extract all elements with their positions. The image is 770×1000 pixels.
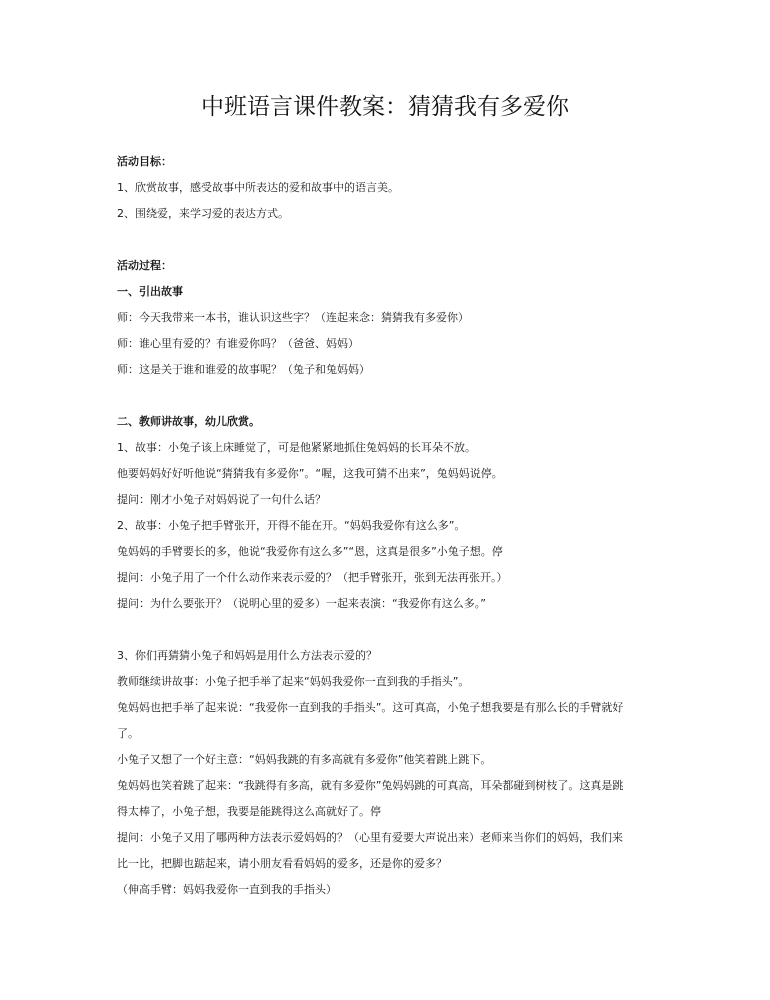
subheading-teacher-story: 二、教师讲故事，幼儿欣赏。 xyxy=(117,415,260,428)
paragraph-line: 兔妈妈的手臂要长的多，他说“我爱你有这么多”“恩，这真是很多”小兔子想。停 xyxy=(117,545,503,558)
paragraph-line: 教师继续讲故事：小兔子把手举了起来“妈妈我爱你一直到我的手指头”。 xyxy=(117,675,470,688)
paragraph-line: 得太棒了，小兔子想，我要是能跳得这么高就好了。停 xyxy=(117,805,381,818)
paragraph-line: 提问：小兔子用了一个什么动作来表示爱的？（把手臂张开，张到无法再张开。） xyxy=(117,571,508,584)
paragraph-line: （伸高手臂：妈妈我爱你一直到我的手指头） xyxy=(117,883,337,896)
section-heading-process: 活动过程： xyxy=(117,259,172,272)
paragraph-line: 提问：为什么要张开？（说明心里的爱多）一起来表演：“我爱你有这么多。” xyxy=(117,597,486,610)
paragraph-line: 1、故事：小兔子该上床睡觉了，可是他紧紧地抓住兔妈妈的长耳朵不放。 xyxy=(117,441,476,454)
paragraph-line: 提问：刚才小兔子对妈妈说了一句什么话？ xyxy=(117,493,326,506)
goal-item-2: 2、围绕爱，来学习爱的表达方式。 xyxy=(117,207,289,220)
paragraph-line: 师：今天我带来一本书，谁认识这些字？（连起来念：猜猜我有多爱你） xyxy=(117,311,469,324)
document-title: 中班语言课件教案：猜猜我有多爱你 xyxy=(201,94,569,120)
paragraph-line: 他要妈妈好好听他说“猜猜我有多爱你”。“喔，这我可猜不出来”，兔妈妈说停。 xyxy=(117,467,503,480)
paragraph-line: 师：谁心里有爱的？有谁爱你吗？（爸爸、妈妈） xyxy=(117,337,359,350)
paragraph-line: 小兔子又想了一个好主意：“妈妈我跳的有多高就有多爱你”他笑着跳上跳下。 xyxy=(117,753,492,766)
subheading-intro-story: 一、引出故事 xyxy=(117,285,183,298)
paragraph-line: 兔妈妈也把手举了起来说：“我爱你一直到我的手指头”。这可真高，小兔子想我要是有那么长的手臂就好 xyxy=(117,701,624,714)
paragraph-line: 了。 xyxy=(117,727,139,740)
paragraph-line: 2、故事：小兔子把手臂张开，开得不能在开。“妈妈我爱你有这么多”。 xyxy=(117,519,466,532)
section-heading-goals: 活动目标： xyxy=(117,155,172,168)
goal-item-1: 1、欣赏故事，感受故事中所表达的爱和故事中的语言美。 xyxy=(117,181,399,194)
paragraph-line: 提问：小兔子又用了哪两种方法表示爱妈妈的？（心里有爱要大声说出来）老师来当你们的妈妈，我们来 xyxy=(117,831,623,844)
paragraph-line: 师：这是关于谁和谁爱的故事呢？（兔子和兔妈妈） xyxy=(117,363,370,376)
paragraph-line: 3、你们再猜猜小兔子和妈妈是用什么方法表示爱的？ xyxy=(117,649,377,662)
paragraph-line: 比一比，把脚也踮起来，请小朋友看看妈妈的爱多，还是你的爱多？ xyxy=(117,857,447,870)
paragraph-line: 兔妈妈也笑着跳了起来：“我跳得有多高，就有多爱你”兔妈妈跳的可真高，耳朵都碰到树枝了。这真是跳 xyxy=(117,779,624,792)
